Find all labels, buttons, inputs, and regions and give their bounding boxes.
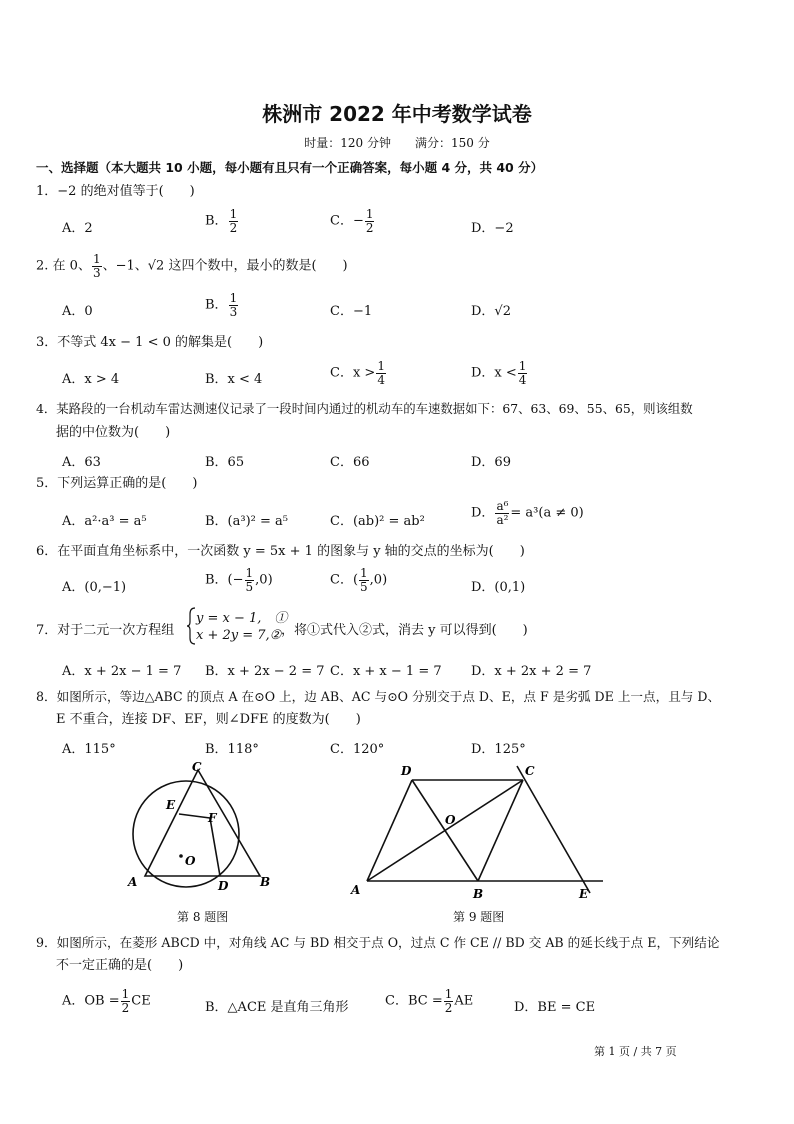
page-title: 株洲市 2022 年中考数学试卷 <box>262 102 532 126</box>
figure-8-caption: 第 8 题图 <box>177 910 229 924</box>
q9-option-c: C．BC = $\frac{1}{2}$ AE <box>385 987 474 1015</box>
question-2-stem: 2. 在 0、 $\frac{1}{3}$ 、−1、√2 这四个数中，最小的数是( ) <box>36 252 348 280</box>
segment-df <box>210 818 220 876</box>
q6-option-d: D．(0,1) <box>471 580 526 595</box>
section-heading: 一、选择题（本大题共 10 小题，每小题有且只有一个正确答案，每小题 4 分，共 40 分） <box>36 160 544 175</box>
q3-option-b: B．x < 4 <box>205 372 263 387</box>
q4-option-c: C．66 <box>330 455 370 470</box>
question-5-stem: 5．下列运算正确的是( ) <box>36 476 198 491</box>
label-o: O <box>185 854 196 868</box>
equation-2: x + 2y = 7,② <box>196 628 282 643</box>
q8-option-b: B．118° <box>205 742 259 757</box>
q8-option-d: D．125° <box>471 742 526 757</box>
q7-option-d: D．x + 2x + 2 = 7 <box>471 664 592 679</box>
q2-option-d: D．√2 <box>471 304 511 319</box>
label-c: C <box>525 764 535 778</box>
q3-option-d: D．x < $\frac{1}{4}$ <box>471 359 527 387</box>
q9-option-a: A．OB = $\frac{1}{2}$ CE <box>62 987 151 1015</box>
q3-option-c: C．x > $\frac{1}{4}$ <box>330 359 385 387</box>
q5-option-a: A．a²·a³ = a⁵ <box>62 514 147 529</box>
center-dot <box>179 854 183 858</box>
q7-option-a: A．x + 2x − 1 = 7 <box>62 664 182 679</box>
q6-option-c: C．( $\frac{1}{5}$ ,0) <box>330 566 388 594</box>
question-4-stem-line1: 4．某路段的一台机动车雷达测速仪记录了一段时间内通过的机动车的车速数据如下：67、63、69、55、65，则该组数 <box>36 401 693 416</box>
q9-option-b: B．△ACE 是直角三角形 <box>205 1000 349 1015</box>
label-e: E <box>579 887 589 900</box>
q5-option-b: B．(a³)² = a⁵ <box>205 514 288 529</box>
question-1-stem: 1．−2 的绝对值等于( ) <box>36 184 195 199</box>
question-9-stem-line1: 9．如图所示，在菱形 ABCD 中，对角线 AC 与 BD 相交于点 O，过点 C 作 CE // BD 交 AB 的延长线于点 E，下列结论 <box>36 935 720 950</box>
page-number: 第 1 页 / 共 7 页 <box>594 1045 677 1058</box>
label-f: F <box>208 811 217 825</box>
q2-option-c: C．−1 <box>330 304 373 319</box>
label-e: E <box>166 798 176 812</box>
figure-9-diagram <box>345 758 610 900</box>
figure-8-diagram <box>120 758 280 900</box>
segment-ce <box>517 766 590 893</box>
question-6-stem: 6．在平面直角坐标系中，一次函数 y = 5x + 1 的图象与 y 轴的交点的坐标为( ) <box>36 544 525 559</box>
q2-option-a: A．0 <box>62 304 93 319</box>
q8-option-c: C．120° <box>330 742 385 757</box>
label-a: A <box>351 883 361 897</box>
label-d: D <box>218 879 229 893</box>
q1-option-c: C．− $\frac{1}{2}$ <box>330 207 374 235</box>
q4-option-b: B．65 <box>205 455 245 470</box>
question-7-stem-b: ，将①式代入②式，消去 y 可以得到( ) <box>281 623 528 638</box>
figure-9-caption: 第 9 题图 <box>453 910 505 924</box>
question-8-stem-line1: 8．如图所示，等边△ABC 的顶点 A 在⊙O 上，边 AB、AC 与⊙O 分别交于点 D、E，点 F 是劣弧 DE 上一点，且与 D、 <box>36 689 721 704</box>
equation-1: y = x − 1, ① <box>196 611 288 626</box>
label-c: C <box>192 760 202 774</box>
question-4-stem-line2: 据的中位数为( ) <box>56 425 171 440</box>
question-8-stem-line2: E 不重合，连接 DF、EF，则∠DFE 的度数为( ) <box>56 712 361 727</box>
q5-option-d: D． $\frac{\text{a⁶}}{\text{a²}}$ = a³(a ≠ 0) <box>471 499 584 527</box>
circle-o <box>133 781 239 887</box>
diagonal-bd <box>412 780 478 881</box>
q4-option-a: A．63 <box>62 455 101 470</box>
q6-option-b: B．(− $\frac{1}{5}$ ,0) <box>205 566 273 594</box>
q7-option-b: B．x + 2x − 2 = 7 <box>205 664 325 679</box>
label-d: D <box>401 764 412 778</box>
q1-option-a: A．2 <box>62 221 93 236</box>
q9-option-d: D．BE = CE <box>514 1000 596 1015</box>
q1-option-d: D．−2 <box>471 221 514 236</box>
q6-option-a: A．(0,−1) <box>62 580 127 595</box>
q7-option-c: C．x + x − 1 = 7 <box>330 664 442 679</box>
label-b: B <box>260 875 271 889</box>
q4-option-d: D．69 <box>471 455 511 470</box>
brace-icon <box>186 606 196 646</box>
label-o: O <box>445 813 456 827</box>
q1-option-b: B． $\frac{1}{2}$ <box>205 207 238 235</box>
q2-option-b: B． $\frac{1}{3}$ <box>205 291 238 319</box>
question-7-stem-a: 7．对于二元一次方程组 <box>36 623 175 638</box>
label-b: B <box>473 887 484 900</box>
q5-option-c: C．(ab)² = ab² <box>330 514 425 529</box>
question-9-stem-line2: 不一定正确的是( ) <box>56 958 184 973</box>
label-a: A <box>128 875 138 889</box>
segment-ef <box>179 814 210 818</box>
q3-option-a: A．x > 4 <box>62 372 120 387</box>
question-3-stem: 3．不等式 4x − 1 < 0 的解集是( ) <box>36 335 264 350</box>
exam-info: 时量：120 分钟 满分：150 分 <box>304 136 490 150</box>
q8-option-a: A．115° <box>62 742 116 757</box>
